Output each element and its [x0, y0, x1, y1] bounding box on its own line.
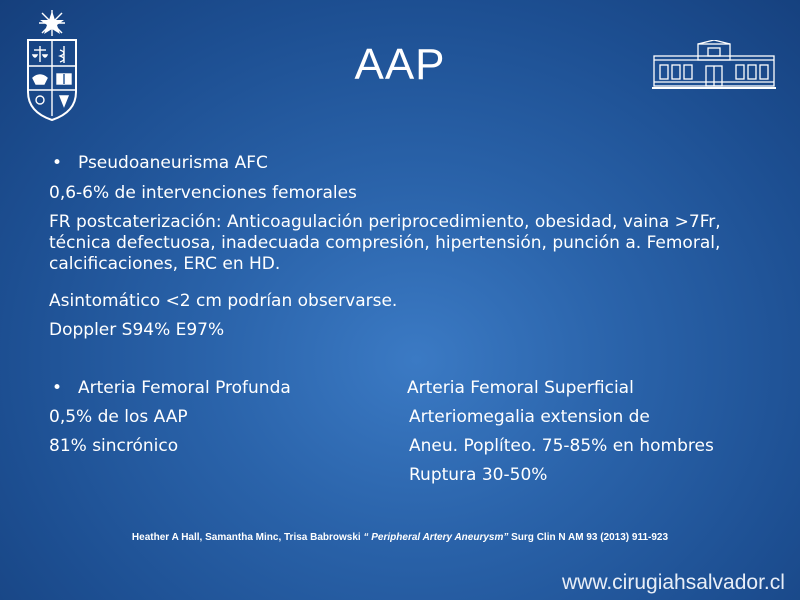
doppler-line: Doppler S94% E97% — [49, 320, 225, 340]
bullet-pseudoaneurisma: Pseudoaneurisma AFC — [78, 153, 268, 173]
right-column-line-3: Ruptura 30-50% — [409, 465, 548, 485]
citation-authors: Heather A Hall, Samantha Minc, Trisa Babrowski — [131, 532, 361, 543]
risk-factors-paragraph: FR postcaterización: Anticoagulación periprocedimiento, obesidad, vaina >7Fr, técnica defectuosa, inadecuada compresión, hipertensión, punción a. Femoral, calcificaciones, ERC en HD. — [49, 212, 721, 274]
incidence-line: 0,6-6% de intervenciones femorales — [49, 183, 357, 203]
bullet-marker: • — [52, 378, 63, 398]
right-column-line-1: Arteriomegalia extension de — [409, 407, 650, 427]
hospital-building-logo — [652, 40, 776, 92]
citation-source: Surg Clin N AM 93 (2013) 911-923 — [511, 532, 669, 543]
right-column-line-2: Aneu. Poplíteo. 75-85% en hombres — [409, 436, 714, 456]
bullet-marker: • — [52, 153, 63, 173]
left-column-line-1: 0,5% de los AAP — [49, 407, 188, 427]
right-column-heading: Arteria Femoral Superficial — [407, 378, 634, 398]
citation — [0, 532, 800, 543]
slide-title: AAP — [354, 40, 446, 89]
left-column-line-2: 81% sincrónico — [49, 436, 179, 456]
website-url: www.cirugiahsalvador.cl — [562, 571, 785, 594]
citation-title: “ Peripheral Artery Aneurysm” — [363, 532, 509, 543]
left-column-heading: Arteria Femoral Profunda — [78, 378, 291, 398]
asymptomatic-line: Asintomático <2 cm podrían observarse. — [49, 291, 398, 311]
